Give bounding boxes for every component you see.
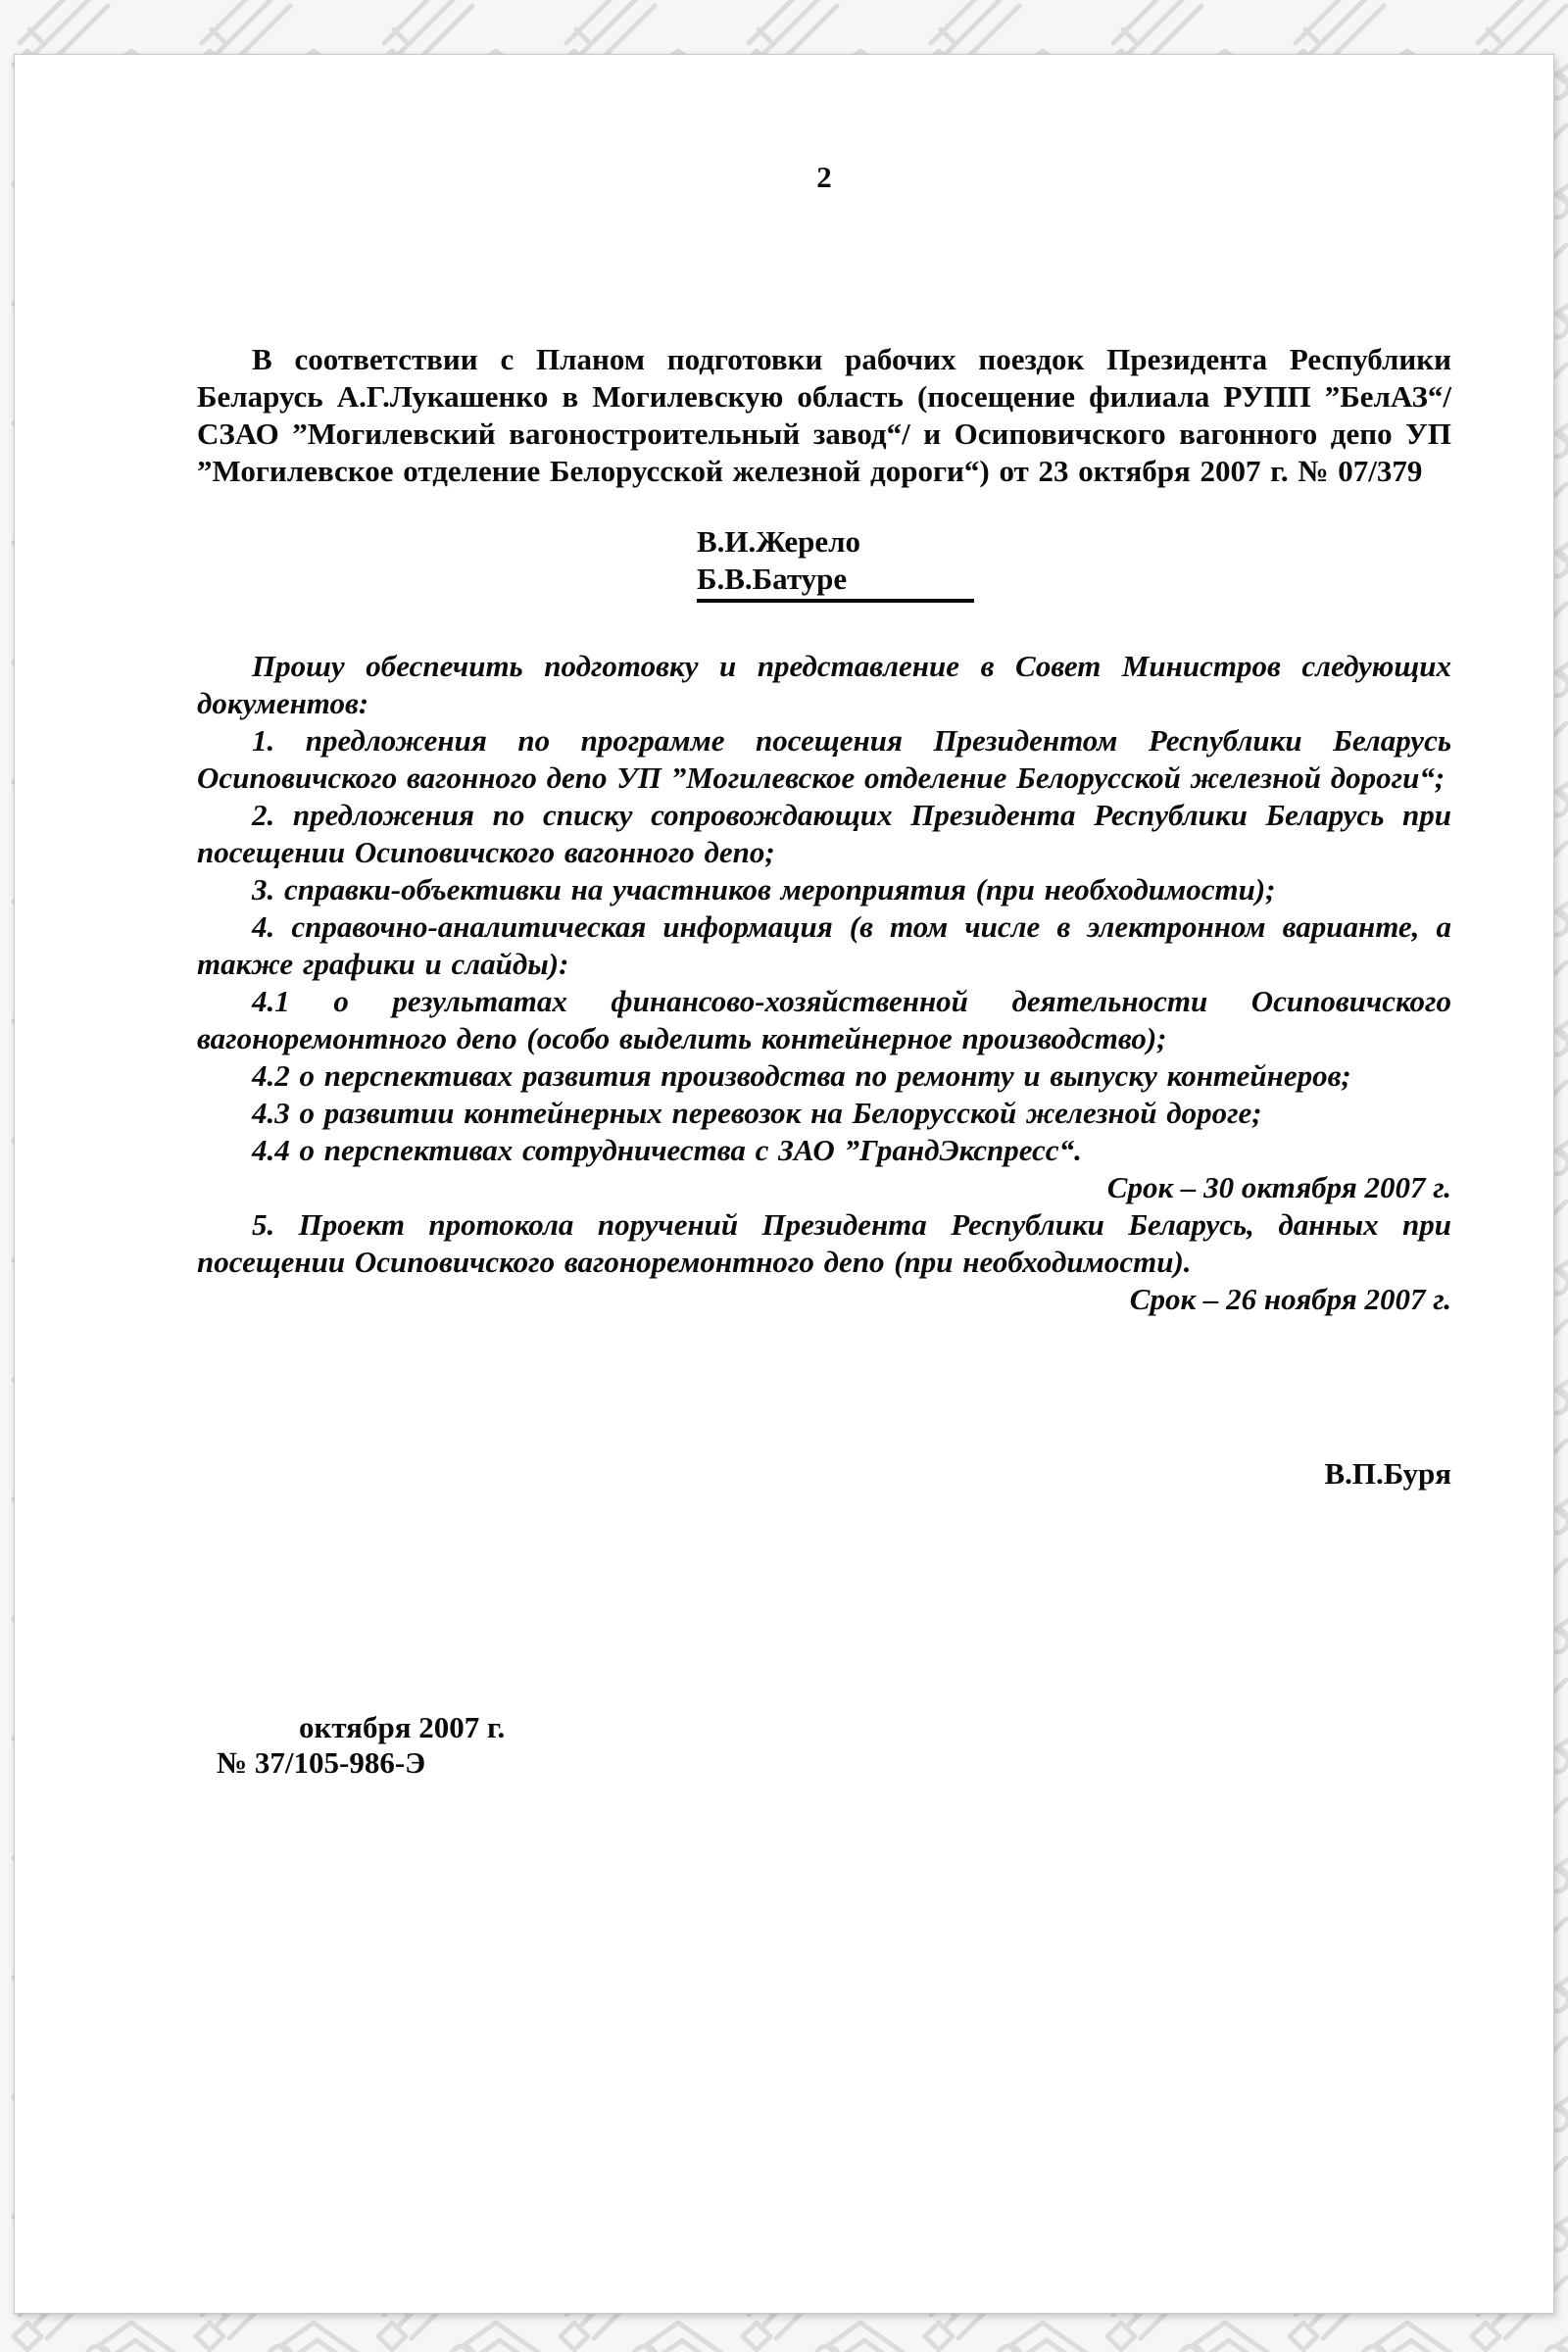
- deadline-1: Срок – 30 октября 2007 г.: [1106, 1170, 1451, 1204]
- page-number: 2: [816, 160, 832, 194]
- list-item-1: 1. предложения по программе посещения Президентом Республики Беларусь Осиповичского вагонного депо УП ”Могилевское отделение Белорусской железной дороги“;: [197, 723, 1451, 795]
- list-item-2: 2. предложения по списку сопровождающих Президента Республики Беларусь при посещении Осиповичского вагонного депо;: [197, 798, 1451, 869]
- list-item-4-2: 4.2 о перспективах развития производства по ремонту и выпуску контейнеров;: [252, 1058, 1351, 1093]
- document-page: [14, 54, 1554, 2314]
- addressee-block: [697, 523, 1451, 603]
- signer-name: В.П.Буря: [1324, 1456, 1451, 1491]
- list-item-4-1: 4.1 о результатах финансово-хозяйственной деятельности Осиповичского вагоноремонтного депо (особо выделить контейнерное производство);: [197, 984, 1451, 1055]
- addressee-name-1: В.И.Жерело: [697, 524, 861, 559]
- footer-date: октября 2007 г.: [299, 1710, 506, 1744]
- document-number: № 37/105-986-Э: [217, 1745, 426, 1780]
- list-item-4-4: 4.4 о перспективах сотрудничества с ЗАО ”ГрандЭкспресс“.: [252, 1133, 1082, 1167]
- list-item-3: 3. справки-объективки на участников мероприятия (при необходимости);: [252, 872, 1276, 906]
- list-item-4-3: 4.3 о развитии контейнерных перевозок на Белорусской железной дороге;: [252, 1096, 1262, 1130]
- list-item-4: 4. справочно-аналитическая информация (в том числе в электронном варианте, а также графики и слайды):: [197, 909, 1451, 981]
- intro-paragraph: В соответствии с Планом подготовки рабочих поездок Президента Республики Беларусь А.Г.Лукашенко в Могилевскую область (посещение филиала РУПП ”БелАЗ“/ СЗАО ”Могилевский вагоностроительный завод“/ и Осиповичского вагонного депо УП ”Могилевское отделение Белорусской железной дороги“) от 23 октября 2007 г. № 07/379: [197, 342, 1451, 488]
- list-item-5: 5. Проект протокола поручений Президента Республики Беларусь, данных при посещении Осиповичского вагоноремонтного депо (при необходимости).: [197, 1207, 1451, 1279]
- request-intro-paragraph: Прошу обеспечить подготовку и представление в Совет Министров следующих документов:: [197, 649, 1451, 720]
- addressee-name-2-underlined: Б.В.Батуре: [697, 561, 974, 603]
- deadline-2: Срок – 26 ноября 2007 г.: [1129, 1282, 1451, 1316]
- footer-block: [197, 1710, 1451, 1781]
- addressee-name-2: [697, 561, 1451, 603]
